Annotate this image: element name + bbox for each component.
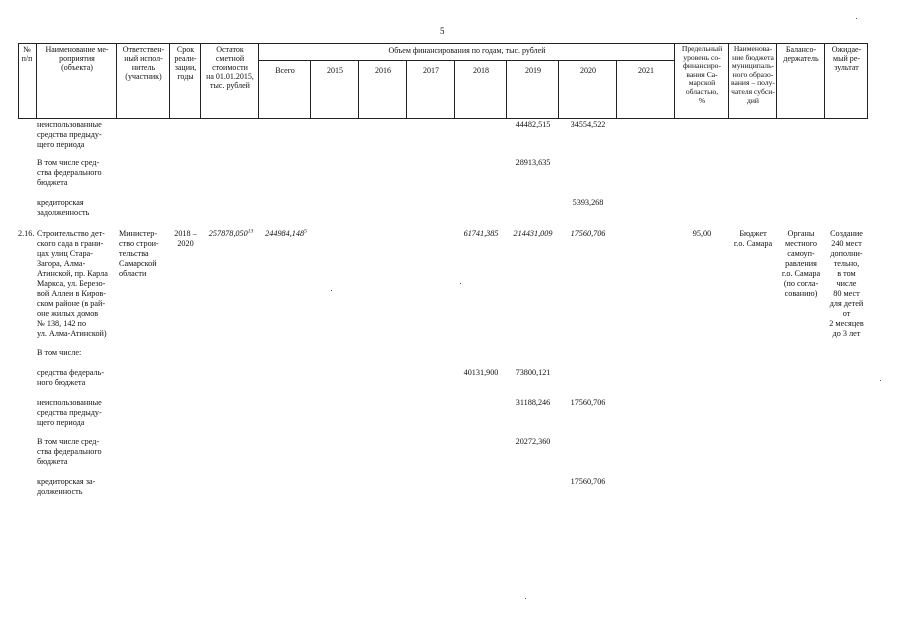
row-value-2019: 214431,009 xyxy=(513,229,553,238)
header-year-2015: 2015 xyxy=(327,66,343,75)
row-value-2019: 31188,246 xyxy=(515,398,551,407)
header-remaining: Остаток сметной стоимости на 01.01.2015, тыс. рублей xyxy=(206,45,254,90)
header-term: Срок реали- зации, годы xyxy=(174,45,197,81)
row-term: 2018 – 2020 xyxy=(174,229,197,248)
row-value-2019: 20272,360 xyxy=(515,437,551,446)
row-number: 2.16. xyxy=(18,229,35,238)
header-no: № п/п xyxy=(21,45,33,63)
scan-speck xyxy=(460,283,461,284)
header-executor: Ответствен- ный испол- нитель (участник) xyxy=(122,45,165,81)
row-value-2018: 61741,385 xyxy=(463,229,499,238)
row-value-2020: 34554,522 xyxy=(570,120,606,129)
row-value-2019: 73800,121 xyxy=(515,368,551,377)
header-funding-title: Объем финансирования по годам, тыс. рублей xyxy=(388,46,546,55)
header-year-2018: 2018 xyxy=(473,66,489,75)
row-holder: Органы местного самоуп- равления г.о. Самара (по согла- сованию) xyxy=(781,229,821,298)
row-value-2020: 17560,706 xyxy=(570,477,606,486)
header-result: Ожидае- мый ре- зультат xyxy=(831,45,862,72)
row-label: кредиторская задолженность xyxy=(37,198,90,217)
header-budget: Наименова- ние бюджета муниципаль- ного образо- вания – полу- чателя субси- дий xyxy=(731,44,775,105)
row-value-2020: 17560,706 xyxy=(570,398,606,407)
header-name: Наименование ме- роприятия (объекта) xyxy=(45,45,109,72)
row-value-2020: 5393,268 xyxy=(572,198,604,207)
row-value-2019: 44482,515 xyxy=(515,120,551,129)
header-year-2017: 2017 xyxy=(423,66,439,75)
header-holder: Балансо- держатель xyxy=(783,45,819,63)
header-total: Всего xyxy=(275,66,295,75)
row-label: кредиторская за- долженность xyxy=(37,477,96,496)
row-object-name: Строительство дет- ского сада в грани- цах улиц Стара- Загора, Алма- Атинской, пр. Карла Маркса, ул. Березо- вой Аллеи в Киров- ском районе (в рай- оне жилых домов № 138, 142 по ул. Алма-Атинской) xyxy=(37,229,108,338)
row-label: неиспользованные средства предыду- щего периода xyxy=(37,398,102,427)
scan-speck xyxy=(856,18,857,19)
header-year-2020: 2020 xyxy=(580,66,596,75)
header-level: Предельный уровень со- финансиро- вания Са- марской областью, % xyxy=(681,44,723,105)
scan-speck xyxy=(331,290,332,291)
row-label: В том числе сред- ства федерального бюджета xyxy=(37,437,102,466)
row-value-2020: 17560,706 xyxy=(570,229,606,238)
row-label: В том числе сред- ства федерального бюджета xyxy=(37,158,102,187)
row-label: В том числе: xyxy=(37,348,82,357)
row-value-2018: 40131,900 xyxy=(463,368,499,377)
header-year-2016: 2016 xyxy=(375,66,391,75)
page-number: 5 xyxy=(440,26,445,36)
row-budget: Бюджет г.о. Самара xyxy=(733,229,773,248)
header-year-2019: 2019 xyxy=(525,66,541,75)
row-executor: Министер- ство строи- тельства Самарской области xyxy=(119,229,159,278)
row-label: неиспользованные средства предыду- щего периода xyxy=(37,120,102,149)
header-year-2021: 2021 xyxy=(638,66,654,75)
row-result: Создание 240 мест дополни- тельно, в том числе 80 мест для детей от 2 месяцев до 3 лет xyxy=(829,229,864,338)
scan-speck xyxy=(880,380,881,381)
row-remaining: 257878,050$^{13}$ xyxy=(208,228,254,238)
scan-speck xyxy=(525,598,526,599)
row-level: 95,00 xyxy=(692,229,712,238)
row-value-2019: 28913,635 xyxy=(515,158,551,167)
row-label: средства федераль- ного бюджета xyxy=(37,368,105,387)
row-total: 244984,148$^5$ xyxy=(265,228,307,238)
